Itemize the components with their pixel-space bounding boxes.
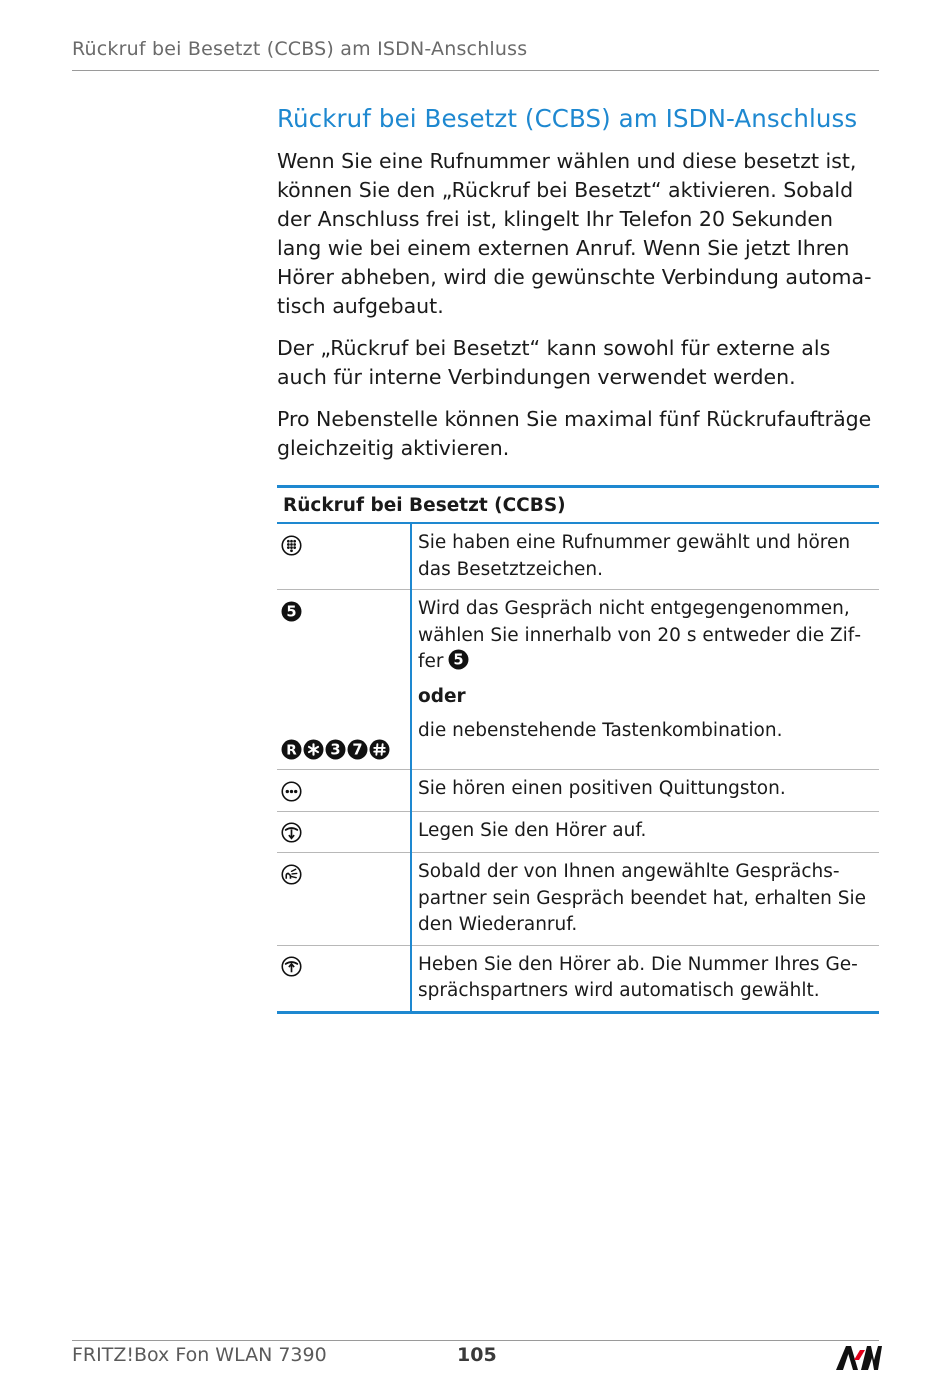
tone-icon [281,781,302,802]
icon-cell [277,590,411,770]
step-text-cell [411,590,879,770]
digit-5-icon [448,649,469,670]
svg-text:R: R [286,742,297,759]
table-header-row [277,487,879,524]
section-title: Rückruf bei Besetzt (CCBS) am ISDN-Anschluss [277,104,858,133]
key-hash-icon [369,739,390,760]
running-header: Rückruf bei Besetzt (CCBS) am ISDN-Anschluss [72,38,528,60]
svg-text:5: 5 [286,603,297,621]
table-row [277,770,879,812]
footer-product-name: FRITZ!Box Fon WLAN 7390 [72,1344,327,1366]
digit-7-icon [347,739,368,760]
main-content [277,104,879,1014]
avm-logo-icon [834,1342,882,1372]
page-number: 105 [457,1344,497,1366]
paragraph-limit: Pro Nebenstelle können Sie maximal fünf Rückrufaufträge gleichzeitig aktivieren. [277,407,872,460]
svg-text:7: 7 [352,741,363,759]
footer-divider [72,1340,879,1341]
step-text: Sobald der von Ihnen angewählte Gesprächspartner sein Gespräch beendet hat, erhalten Sie den Wiederanruf. [411,853,879,946]
ringing-icon [281,864,302,885]
table-row [277,945,879,1012]
table-row [277,590,879,770]
icon-cell [277,770,411,812]
step-text: Wird das Gespräch nicht entgegengenommen, wählen Sie innerhalb von 20 s entweder die Ziffer [418,598,862,672]
header-divider [72,70,879,71]
svg-text:3: 3 [330,741,341,759]
key-r-icon [281,739,302,760]
table-header: Rückruf bei Besetzt (CCBS) [277,487,879,524]
ccbs-steps-table [277,485,879,1014]
icon-cell [277,945,411,1012]
table-row [277,853,879,946]
digit-5-icon [281,601,302,622]
svg-text:5: 5 [452,651,464,669]
icon-cell [277,853,411,946]
hang-up-icon [281,822,302,843]
paragraph-intro: Wenn Sie eine Rufnummer wählen und diese besetzt ist, können Sie den „Rückruf bei Besetzt“ aktivieren. Sobald der Anschluss frei ist, klingelt Ihr Telefon 20 Sekunden lang wie bei einem externen Anruf. Wenn Sie jetzt Ihren Hörer abheben, wird die gewünschte Verbindung automatisch aufgebaut. [277,149,872,318]
alt-step-text: die nebenstehende Tastenkombination. [418,720,783,741]
step-text: Sie hören einen positiven Quittungston. [411,770,879,812]
step-text: Legen Sie den Hörer auf. [411,811,879,853]
icon-cell [277,523,411,590]
step-text: Sie haben eine Rufnummer gewählt und hören das Besetztzeichen. [411,523,879,590]
table-row [277,811,879,853]
digit-3-icon [325,739,346,760]
key-star-icon [303,739,324,760]
keypad-icon [281,535,302,556]
paragraph-scope: Der „Rückruf bei Besetzt“ kann sowohl für externe als auch für interne Verbindungen verwendet werden. [277,336,831,389]
table-row [277,523,879,590]
step-text-line [418,596,873,676]
icon-cell [277,811,411,853]
icon-spacer [281,625,404,737]
pick-up-icon [281,956,302,977]
step-text: Heben Sie den Hörer ab. Die Nummer Ihres Gesprächspartners wird automatisch gewählt. [411,945,879,1012]
conjunction-text: oder [418,685,466,707]
